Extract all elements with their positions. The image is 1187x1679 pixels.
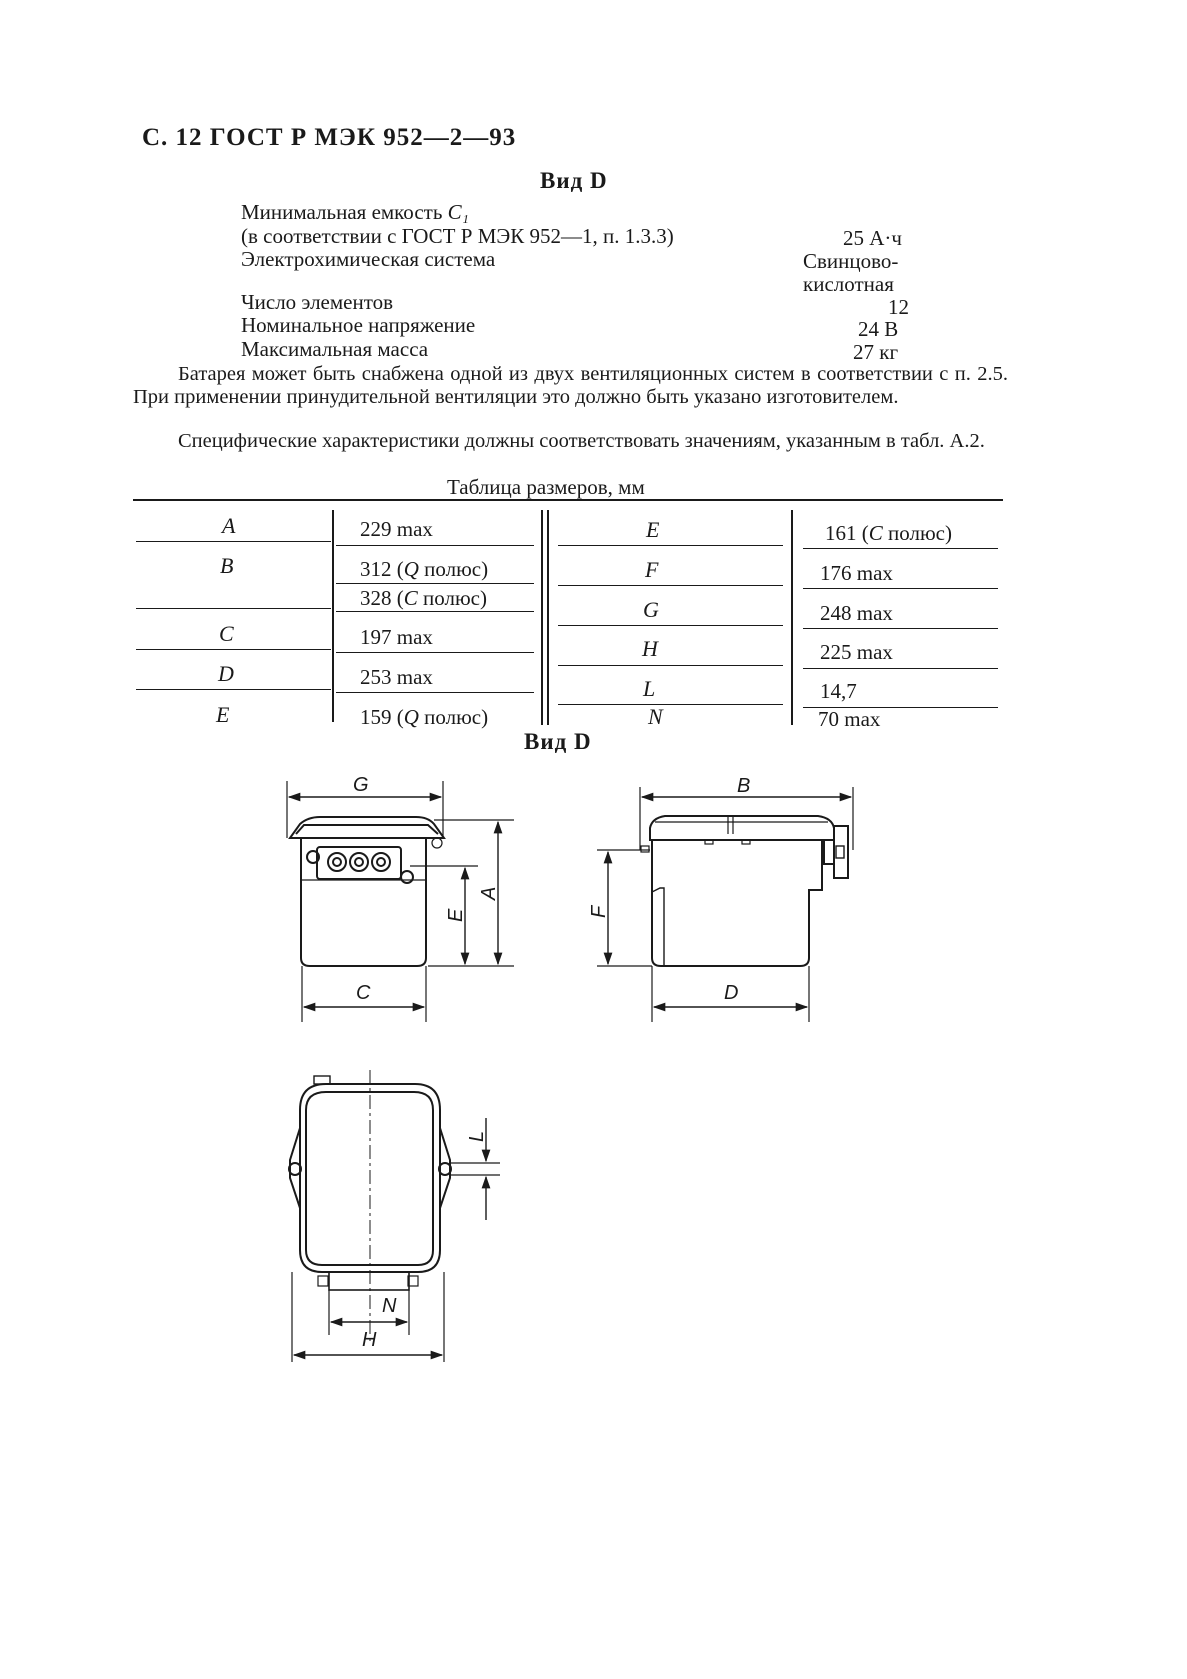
dim-label-d: D: [724, 982, 739, 1004]
spec-label-system: Электрохимическая система: [241, 247, 496, 271]
table-caption: Таблица размеров, мм: [447, 475, 645, 499]
spec-value-system-1: Свинцово-: [803, 249, 899, 273]
dim-label-f: F: [588, 905, 610, 918]
spec-label-cells: Число элементов: [241, 290, 394, 314]
dim-label-c: C: [356, 982, 371, 1004]
table-value-pole: 159 (Q полюс): [360, 705, 489, 729]
spec-label-capacity: Минимальная емкость C₁: [241, 200, 469, 224]
dim-label-e: E: [445, 908, 467, 922]
table-value: 14,7: [820, 679, 857, 703]
table-value-pole: 161 (C полюс): [825, 521, 952, 545]
spec-label-mass: Максимальная масса: [241, 337, 429, 361]
dim-label-a: A: [478, 886, 500, 900]
spec-value-cells: 12: [888, 295, 909, 319]
table-value: 248 max: [820, 601, 893, 625]
table-key: L: [643, 676, 656, 701]
table-value: 176 max: [820, 561, 893, 585]
table-value-pole: 312 (Q полюс): [360, 557, 489, 581]
table-value: 197 max: [360, 625, 433, 649]
spec-value-system-2: кислотная: [803, 272, 894, 296]
front-view-drawing: [287, 781, 514, 1022]
paragraph-ventilation: Батарея может быть снабжена одной из двух вентиляционных систем в соответствии с п. 2.5. При применении принудительной вентиляции это должно быть указано изготовителем.: [133, 363, 1008, 408]
table-value: 225 max: [820, 640, 893, 664]
spec-value-capacity: 25 А·ч: [843, 226, 902, 250]
dim-label-h: H: [362, 1329, 377, 1351]
table-value: 229 max: [360, 517, 433, 541]
table-key: E: [216, 702, 230, 727]
table-key: F: [645, 557, 659, 582]
table-key: D: [218, 661, 234, 686]
table-key: H: [642, 636, 658, 661]
paragraph-characteristics: Специфические характеристики должны соответствовать значениям, указанным в табл. А.2.: [178, 430, 985, 452]
spec-label-voltage: Номинальное напряжение: [241, 313, 476, 337]
table-value: 70 max: [818, 707, 881, 731]
top-view-drawing: [289, 1070, 500, 1362]
table-key: G: [643, 597, 659, 622]
spec-label-reference: (в соответствии с ГОСТ Р МЭК 952—1, п. 1.3.3): [241, 224, 674, 248]
spec-value-voltage: 24 В: [858, 317, 899, 341]
spec-symbol: C₁: [447, 200, 469, 224]
view-title-bottom: Вид D: [524, 729, 592, 754]
table-key: N: [648, 704, 663, 729]
view-title-top: Вид D: [540, 168, 608, 193]
spec-value-mass: 27 кг: [853, 340, 899, 364]
dim-label-b: B: [737, 775, 751, 797]
table-key: E: [646, 517, 660, 542]
page-header: С. 12 ГОСТ Р МЭК 952—2—93: [142, 124, 517, 151]
dim-label-g: G: [353, 774, 369, 796]
dim-label-n: N: [382, 1295, 397, 1317]
table-value: 253 max: [360, 665, 433, 689]
dim-label-l: L: [466, 1130, 488, 1142]
table-value-pole: 328 (C полюс): [360, 586, 487, 610]
table-key: A: [222, 513, 236, 538]
table-key: B: [220, 553, 234, 578]
table-key: C: [219, 621, 234, 646]
